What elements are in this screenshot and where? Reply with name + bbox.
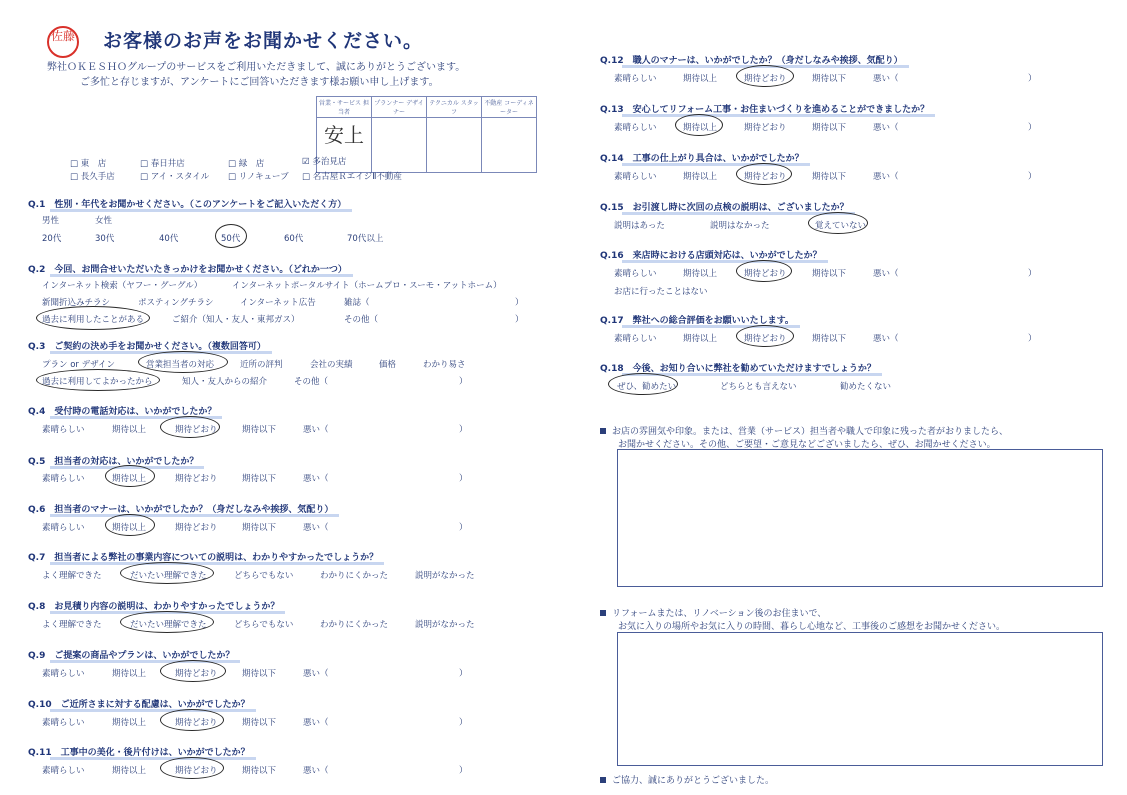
q2-option[interactable]: 新聞折込みチラシ <box>42 298 111 308</box>
q5-option-bad[interactable]: 悪い（ <box>303 474 329 484</box>
q13-option-excellent[interactable]: 素晴らしい <box>614 123 657 133</box>
q16-paren-close: ） <box>1028 269 1037 279</box>
q18-option[interactable]: 勧めたくない <box>840 382 892 392</box>
thanks-line: ご協力、誠にありがとうございました。 <box>600 773 774 786</box>
q11-option-excellent[interactable]: 素晴らしい <box>42 766 85 776</box>
q7-option[interactable]: 説明がなかった <box>415 571 475 581</box>
question-2: Q.2 今回、お問合せいただいたきっかけをお聞かせください。（どれか一つ） <box>28 262 347 275</box>
q10-option-bad[interactable]: 悪い（ <box>303 718 329 728</box>
q6-option-below[interactable]: 期待以下 <box>242 523 277 533</box>
q11-paren-close: ） <box>459 766 468 776</box>
shop-option[interactable]: □ リノキューブ <box>228 172 289 182</box>
q15-option[interactable]: 覚えていない <box>815 221 867 231</box>
comment-2-box[interactable] <box>617 632 1103 766</box>
q13-option-bad[interactable]: 悪い（ <box>873 123 899 133</box>
answer-circle <box>160 416 220 438</box>
q5-option-above[interactable]: 期待以上 <box>112 474 147 484</box>
q7-option[interactable]: よく理解できた <box>42 571 102 581</box>
q10-paren-close: ） <box>459 718 468 728</box>
answer-circle <box>36 369 160 391</box>
q1-option-male[interactable]: 男性 <box>42 216 60 226</box>
comment-1-box[interactable] <box>617 449 1103 587</box>
shop-option[interactable]: □ 春日井店 <box>140 159 185 169</box>
answer-circle <box>105 514 155 536</box>
shop-option[interactable]: □ アイ・スタイル <box>140 172 210 182</box>
q3-option[interactable]: わかり易さ <box>423 360 466 370</box>
shop-option-checked[interactable]: ☑ 多治見店 <box>302 157 347 167</box>
q3-option[interactable]: 近所の評判 <box>240 360 283 370</box>
square-bullet-icon <box>600 428 606 434</box>
answer-circle <box>736 260 792 282</box>
q2-option[interactable]: ポスティングチラシ <box>138 298 214 308</box>
q7-option[interactable]: わかりにくかった <box>320 571 389 581</box>
comment-2-prompt: リフォームまたは、リノベーション後のお住まいで、 <box>600 606 826 619</box>
q2-option[interactable]: インターネット広告 <box>240 298 316 308</box>
q5-paren-close: ） <box>459 474 468 484</box>
q8-option[interactable]: だいたい理解できた <box>130 620 207 630</box>
answer-circle <box>138 351 228 373</box>
staff-table <box>316 96 537 173</box>
q12-option-as-expected[interactable]: 期待どおり <box>744 74 787 84</box>
comment-1-prompt-line-2: お聞かせください。その他、ご要望・ご意見などございましたら、ぜひ、お聞かせください。 <box>618 440 996 450</box>
answer-circle <box>160 660 226 682</box>
q13-option-below[interactable]: 期待以下 <box>812 123 847 133</box>
question-5: Q.5 担当者の対応は、いかがでしたか？ <box>28 454 198 467</box>
q16-option-above[interactable]: 期待以上 <box>683 269 718 279</box>
shop-option[interactable]: □ 緑 店 <box>228 159 265 169</box>
q11-option-bad[interactable]: 悪い（ <box>303 766 329 776</box>
staff-header: 営業・サービス 担当者 <box>317 97 372 118</box>
q8-option[interactable]: 説明がなかった <box>415 620 475 630</box>
q12-paren-close: ） <box>1028 74 1037 84</box>
question-17: Q.17 弊社への総合評価をお願いいたします。 <box>600 313 794 326</box>
question-4: Q.4 受付時の電話対応は、いかがでしたか？ <box>28 404 216 417</box>
question-7: Q.7 担当者による弊社の事業内容についての説明は、わかりやすかったでしょうか？ <box>28 550 378 563</box>
q2-option[interactable]: 過去に利用したことがある <box>42 315 145 325</box>
q6-option-excellent[interactable]: 素晴らしい <box>42 523 85 533</box>
q3-paren-close: ） <box>459 377 468 387</box>
q6-paren-close: ） <box>459 523 468 533</box>
answer-circle <box>105 465 155 487</box>
q2-option[interactable]: インターネットポータルサイト（ホームプロ・スーモ・アットホーム） <box>232 281 502 291</box>
q14-option-below[interactable]: 期待以下 <box>812 172 847 182</box>
q13-option-as-expected[interactable]: 期待どおり <box>744 123 787 133</box>
q1-age-50s[interactable]: 50代 <box>221 234 241 244</box>
q3-option[interactable]: 会社の実績 <box>310 360 353 370</box>
q3-option[interactable]: プラン or デザイン <box>42 360 116 370</box>
comment-2-prompt-line-2: お気に入りの場所やお気に入りの時間、暮らし心地など、工事後のご感想をお聞かせください。 <box>618 622 1006 632</box>
q8-option[interactable]: わかりにくかった <box>320 620 389 630</box>
q3-option[interactable]: その他（ <box>294 377 329 387</box>
question-13: Q.13 安心してリフォーム工事・お住まいづくりを進めることができましたか？ <box>600 102 929 115</box>
q15-option[interactable]: 説明はなかった <box>710 221 770 231</box>
q9-option-above[interactable]: 期待以上 <box>112 669 147 679</box>
shop-option[interactable]: □ 長久手店 <box>70 172 115 182</box>
question-15: Q.15 お引渡し時に次回の点検の説明は、ございましたか？ <box>600 200 849 213</box>
q2-paren-close: ） <box>515 315 524 325</box>
question-18: Q.18 今後、お知り合いに弊社を勧めていただけますでしょうか？ <box>600 361 876 374</box>
answer-circle <box>36 306 150 330</box>
answer-circle <box>215 224 247 248</box>
staff-name-cell[interactable] <box>482 118 537 173</box>
square-bullet-icon <box>600 610 606 616</box>
q14-option-bad[interactable]: 悪い（ <box>873 172 899 182</box>
name-seal-stamp: 佐藤 <box>47 26 79 58</box>
q16-option-bad[interactable]: 悪い（ <box>873 269 899 279</box>
q7-option[interactable]: だいたい理解できた <box>130 571 207 581</box>
intro-line-2: ご多忙と存じますが、アンケートにご回答いただきます様お願い申し上げます。 <box>80 77 439 88</box>
q14-option-as-expected[interactable]: 期待どおり <box>744 172 787 182</box>
q17-option-as-expected[interactable]: 期待どおり <box>744 334 787 344</box>
staff-header: 不動産 コーディネーター <box>482 97 537 118</box>
question-12: Q.12 職人のマナーは、いかがでしたか？（身だしなみや挨拶、気配り） <box>600 53 903 66</box>
q14-paren-close: ） <box>1028 172 1037 182</box>
q3-option[interactable]: 営業担当者の対応 <box>146 360 215 370</box>
intro-line-1: 弊社ＯＫＥＳＨＯグループのサービスをご利用いただきまして、誠にありがとうございます。 <box>47 62 466 73</box>
q1-age-20s[interactable]: 20代 <box>42 234 62 244</box>
question-14: Q.14 工事の仕上がり具合は、いかがでしたか？ <box>600 151 804 164</box>
handwritten-staff-name: 安上 <box>324 123 364 147</box>
q7-option[interactable]: どちらでもない <box>234 571 294 581</box>
q3-option[interactable]: 価格 <box>379 360 397 370</box>
q9-paren-close: ） <box>459 669 468 679</box>
q12-option-above[interactable]: 期待以上 <box>683 74 718 84</box>
q13-option-above[interactable]: 期待以上 <box>683 123 718 133</box>
q2-option[interactable]: インターネット検索（ヤフー・グーグル） <box>42 281 203 291</box>
q18-option[interactable]: ぜひ、勧めたい <box>617 382 677 392</box>
q5-option-as-expected[interactable]: 期待どおり <box>175 474 218 484</box>
q4-option-bad[interactable]: 悪い（ <box>303 425 329 435</box>
q11-option-above[interactable]: 期待以上 <box>112 766 147 776</box>
q16-option-excellent[interactable]: 素晴らしい <box>614 269 657 279</box>
q1-age-60s[interactable]: 60代 <box>284 234 304 244</box>
q1-age-30s[interactable]: 30代 <box>95 234 115 244</box>
q12-option-excellent[interactable]: 素晴らしい <box>614 74 657 84</box>
q1-option-female[interactable]: 女性 <box>95 216 113 226</box>
q4-option-excellent[interactable]: 素晴らしい <box>42 425 85 435</box>
q2-paren-close: ） <box>515 298 524 308</box>
shop-option[interactable]: □ 名古屋ＲエイジⅡ不動産 <box>302 172 402 182</box>
answer-circle <box>120 611 214 633</box>
answer-circle <box>120 562 214 584</box>
staff-header: プランナー デザイナー <box>372 97 427 118</box>
q9-option-below[interactable]: 期待以下 <box>242 669 277 679</box>
q3-option[interactable]: 知人・友人からの紹介 <box>182 377 268 387</box>
q14-option-excellent[interactable]: 素晴らしい <box>614 172 657 182</box>
answer-circle <box>608 373 678 395</box>
q15-option[interactable]: 説明はあった <box>614 221 665 231</box>
q2-option[interactable]: その他（ <box>344 315 379 325</box>
q16-option-as-expected[interactable]: 期待どおり <box>744 269 787 279</box>
q17-option-bad[interactable]: 悪い（ <box>873 334 899 344</box>
shop-option[interactable]: □ 東 店 <box>70 159 107 169</box>
question-3: Q.3 ご契約の決め手をお聞かせください。（複数回答可） <box>28 339 266 352</box>
q5-option-excellent[interactable]: 素晴らしい <box>42 474 85 484</box>
answer-circle <box>160 709 224 731</box>
q10-option-as-expected[interactable]: 期待どおり <box>175 718 218 728</box>
q9-option-excellent[interactable]: 素晴らしい <box>42 669 85 679</box>
comment-1-prompt: お店の雰囲気や印象。または、営業（サービス）担当者や職人で印象に残った者がおりましたら、 <box>600 424 1008 437</box>
q6-option-above[interactable]: 期待以上 <box>112 523 147 533</box>
q6-option-bad[interactable]: 悪い（ <box>303 523 329 533</box>
question-1: Q.1 性別・年代をお聞かせください。（このアンケートをご記入いただく方） <box>28 197 346 210</box>
answer-circle <box>160 757 224 779</box>
q4-option-above[interactable]: 期待以上 <box>112 425 147 435</box>
staff-name-cell[interactable] <box>372 118 427 173</box>
q14-option-above[interactable]: 期待以上 <box>683 172 718 182</box>
question-16: Q.16 来店時における店頭対応は、いかがでしたか？ <box>600 248 822 261</box>
question-8: Q.8 お見積り内容の説明は、わかりやすかったでしょうか？ <box>28 599 279 612</box>
q12-option-bad[interactable]: 悪い（ <box>873 74 899 84</box>
q16-option-below[interactable]: 期待以下 <box>812 269 847 279</box>
q9-option-as-expected[interactable]: 期待どおり <box>175 669 218 679</box>
question-6: Q.6 担当者のマナーは、いかがでしたか？（身だしなみや挨拶、気配り） <box>28 502 333 515</box>
q9-option-bad[interactable]: 悪い（ <box>303 669 329 679</box>
page-title: お客様のお声をお聞かせください。 <box>103 30 424 52</box>
answer-circle <box>808 212 868 234</box>
q10-option-below[interactable]: 期待以下 <box>242 718 277 728</box>
q8-option[interactable]: どちらでもない <box>234 620 294 630</box>
q10-option-excellent[interactable]: 素晴らしい <box>42 718 85 728</box>
q8-option[interactable]: よく理解できた <box>42 620 102 630</box>
q4-option-as-expected[interactable]: 期待どおり <box>175 425 218 435</box>
question-9: Q.9 ご提案の商品やプランは、いかがでしたか？ <box>28 648 234 661</box>
q17-option-below[interactable]: 期待以下 <box>812 334 847 344</box>
answer-circle <box>675 114 723 136</box>
q6-option-as-expected[interactable]: 期待どおり <box>175 523 218 533</box>
answer-circle <box>736 163 792 185</box>
q10-option-above[interactable]: 期待以上 <box>112 718 147 728</box>
q2-option[interactable]: ご紹介（知人・友人・東邦ガス） <box>172 315 300 325</box>
answer-circle <box>736 65 794 87</box>
q1-age-70s[interactable]: 70代以上 <box>347 234 384 244</box>
question-10: Q.10 ご近所さまに対する配慮は、いかがでしたか？ <box>28 697 250 710</box>
q16-option-never-visited[interactable]: お店に行ったことはない <box>614 287 708 297</box>
q13-paren-close: ） <box>1028 123 1037 133</box>
q1-age-40s[interactable]: 40代 <box>159 234 179 244</box>
q17-paren-close: ） <box>1028 334 1037 344</box>
q18-option[interactable]: どちらとも言えない <box>720 382 797 392</box>
question-11: Q.11 工事中の美化・後片付けは、いかがでしたか？ <box>28 745 250 758</box>
q3-option[interactable]: 過去に利用してよかったから <box>42 377 153 387</box>
q4-paren-close: ） <box>459 425 468 435</box>
q5-option-below[interactable]: 期待以下 <box>242 474 277 484</box>
q12-option-below[interactable]: 期待以下 <box>812 74 847 84</box>
q17-option-above[interactable]: 期待以上 <box>683 334 718 344</box>
staff-name-cell[interactable] <box>427 118 482 173</box>
staff-header: テクニカル スタッフ <box>427 97 482 118</box>
answer-circle <box>736 325 794 347</box>
square-bullet-icon <box>600 777 606 783</box>
q11-option-below[interactable]: 期待以下 <box>242 766 277 776</box>
q11-option-as-expected[interactable]: 期待どおり <box>175 766 218 776</box>
q2-option[interactable]: 雑誌（ <box>344 298 370 308</box>
q4-option-below[interactable]: 期待以下 <box>242 425 277 435</box>
q17-option-excellent[interactable]: 素晴らしい <box>614 334 657 344</box>
